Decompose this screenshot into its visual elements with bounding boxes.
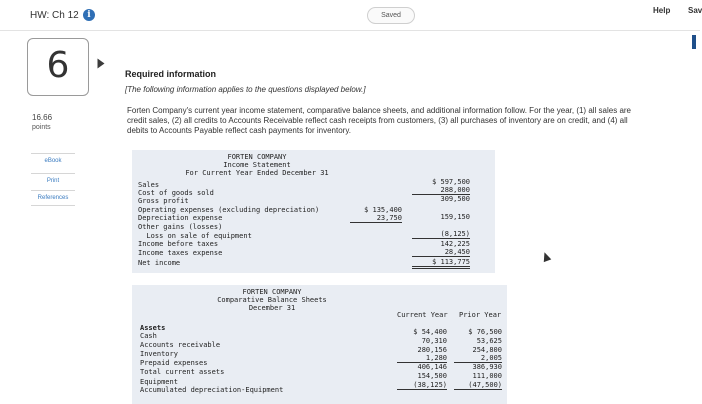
is-label: Loss on sale of equipment (138, 232, 252, 240)
references-button[interactable]: References (31, 190, 75, 206)
bs-prior: 2,005 (454, 354, 502, 363)
is-label: Income before taxes (138, 240, 219, 248)
bs-prior: $ 76,500 (468, 328, 502, 336)
is-amount: 142,225 (440, 240, 470, 248)
bs-label: Equipment (140, 378, 178, 386)
is-label: Net income (138, 259, 181, 267)
problem-description: Forten Company's current year income statement, comparative balance sheets, and additional information follow. For the year, (1) all sales are credit sales, (2) all credits to Accounts Receivable reflect cash receipts from customers, (3) all purchases of inventory are on credit, and (4) all debits to Accounts Payable reflect cash payments for inventory. (127, 106, 631, 135)
bs-label: Inventory (140, 350, 178, 358)
info-icon[interactable]: i (83, 9, 95, 21)
is-amount: $ 113,775 (412, 258, 470, 269)
is-amount: 159,150 (440, 213, 470, 221)
bs-current: 70,310 (421, 337, 447, 345)
bs-label: Accumulated depreciation-Equipment (140, 386, 284, 394)
bs-prior: 254,800 (472, 346, 502, 354)
is-label: Income taxes expense (138, 249, 223, 257)
is-period: For Current Year Ended December 31 (185, 169, 329, 177)
print-button[interactable]: Print (31, 173, 75, 188)
required-info-subheading: [The following information applies to the questions displayed below.] (125, 85, 366, 94)
is-title: Income Statement (223, 161, 291, 169)
mouse-cursor-icon (541, 251, 552, 262)
is-amount: $ 597,500 (432, 178, 470, 186)
ebook-button[interactable]: eBook (31, 153, 75, 168)
bs-label: Accounts receivable (140, 341, 221, 349)
bs-current: 1,280 (397, 354, 447, 363)
points-label: points (32, 124, 51, 131)
bs-section: Assets (140, 324, 166, 332)
bs-label: Cash (140, 332, 157, 340)
bs-title: Comparative Balance Sheets (217, 296, 327, 304)
bs-prior: 111,000 (472, 372, 502, 380)
top-bar (0, 0, 700, 31)
bs-current: 406,146 (417, 363, 447, 371)
bs-col-current: Current Year (397, 311, 448, 319)
is-amount: 288,000 (412, 186, 470, 195)
bs-col-prior: Prior Year (459, 311, 502, 319)
bs-label: Prepaid expenses (140, 359, 208, 367)
bs-prior: 53,625 (476, 337, 502, 345)
is-label: Gross profit (138, 197, 189, 205)
is-label: Sales (138, 181, 160, 189)
bs-current: 154,500 (417, 372, 447, 380)
submit-button-edge[interactable] (692, 35, 696, 49)
points-value: 16.66 (32, 113, 53, 122)
bs-prior: 386,930 (472, 363, 502, 371)
assignment-title: HW: Ch 12 (30, 10, 79, 21)
is-label: Depreciation expense (138, 214, 223, 222)
save-exit-link[interactable]: Sav (688, 6, 702, 15)
bs-current: 280,156 (417, 346, 447, 354)
is-mid-amount: $ 135,400 (364, 206, 402, 214)
bs-company: FORTEN COMPANY (242, 288, 302, 296)
is-label: Operating expenses (excluding depreciation) (138, 206, 320, 214)
balance-sheet-table (132, 285, 507, 404)
is-label: Cost of goods sold (138, 189, 214, 197)
is-amount: (8,125) (412, 230, 470, 239)
is-amount: 309,500 (440, 195, 470, 203)
question-number-box (27, 38, 89, 96)
is-amount: 28,450 (412, 248, 470, 257)
is-mid-amount: 23,750 (350, 214, 402, 223)
help-link[interactable]: Help (653, 6, 671, 15)
saved-status-badge: Saved (367, 7, 415, 24)
required-info-heading: Required information (125, 69, 217, 79)
bs-label: Total current assets (140, 368, 225, 376)
bs-current: $ 54,400 (413, 328, 447, 336)
bs-current: (38,125) (397, 381, 447, 390)
bs-prior: (47,500) (454, 381, 502, 390)
is-company: FORTEN COMPANY (227, 153, 287, 161)
income-statement-table (132, 150, 495, 273)
collapse-arrow-icon[interactable] (98, 59, 105, 69)
question-number: 6 (46, 45, 70, 86)
bs-date: December 31 (248, 304, 296, 312)
is-label: Other gains (losses) (138, 223, 223, 231)
